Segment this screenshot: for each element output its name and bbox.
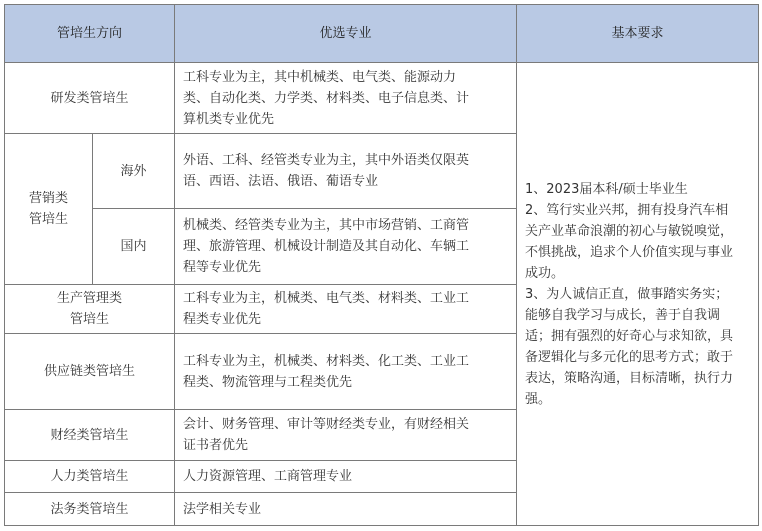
- sales-overseas-major: 外语、工科、经管类专业为主，其中外语类仅限英 语、西语、法语、俄语、葡语专业: [175, 134, 517, 209]
- header-major: 优选专业: [175, 5, 517, 63]
- header-direction: 管培生方向: [5, 5, 175, 63]
- legal-direction: 法务类管培生: [5, 493, 175, 526]
- legal-major: 法学相关专业: [175, 493, 517, 526]
- production-direction: 生产管理类 管培生: [5, 285, 175, 334]
- finance-direction: 财经类管培生: [5, 410, 175, 461]
- finance-major: 会计、财务管理、审计等财经类专业，有财经相关 证书者优先: [175, 410, 517, 461]
- rd-major: 工科专业为主，其中机械类、电气类、能源动力 类、自动化类、力学类、材料类、电子信息类、计 算机类专业优先: [175, 63, 517, 134]
- header-requirement: 基本要求: [517, 5, 759, 63]
- recruitment-table: [4, 4, 759, 526]
- sales-sub-domestic: 国内: [93, 209, 175, 285]
- sales-sub-overseas: 海外: [93, 134, 175, 209]
- hr-direction: 人力类管培生: [5, 461, 175, 493]
- header-row: [5, 5, 759, 63]
- hr-major: 人力资源管理、工商管理专业: [175, 461, 517, 493]
- supply-major: 工科专业为主，机械类、材料类、化工类、工业工 程类、物流管理与工程类优先: [175, 334, 517, 410]
- production-major: 工科专业为主，机械类、电气类、材料类、工业工 程类专业优先: [175, 285, 517, 334]
- supply-direction: 供应链类管培生: [5, 334, 175, 410]
- requirements-cell: 1、2023届本科/硕士毕业生 2、笃行实业兴邦，拥有投身汽车相 关产业革命浪潮的初心与敏锐嗅觉， 不惧挑战，追求个人价值实现与事业 成功。 3、为人诚信正直，做事踏实务实； 能够自我学习与成长，善于自我调 适；拥有强烈的好奇心与求知欲，具 备逻辑化与多元化的思考方式；敢于 表达，策略沟通，目标清晰，执行力 强。: [517, 63, 759, 526]
- sales-domestic-major: 机械类、经管类专业为主，其中市场营销、工商管 理、旅游管理、机械设计制造及其自动化、车辆工 程等专业优先: [175, 209, 517, 285]
- sales-direction: 营销类 管培生: [5, 134, 93, 285]
- rd-direction: 研发类管培生: [5, 63, 175, 134]
- row-rd: [5, 63, 759, 134]
